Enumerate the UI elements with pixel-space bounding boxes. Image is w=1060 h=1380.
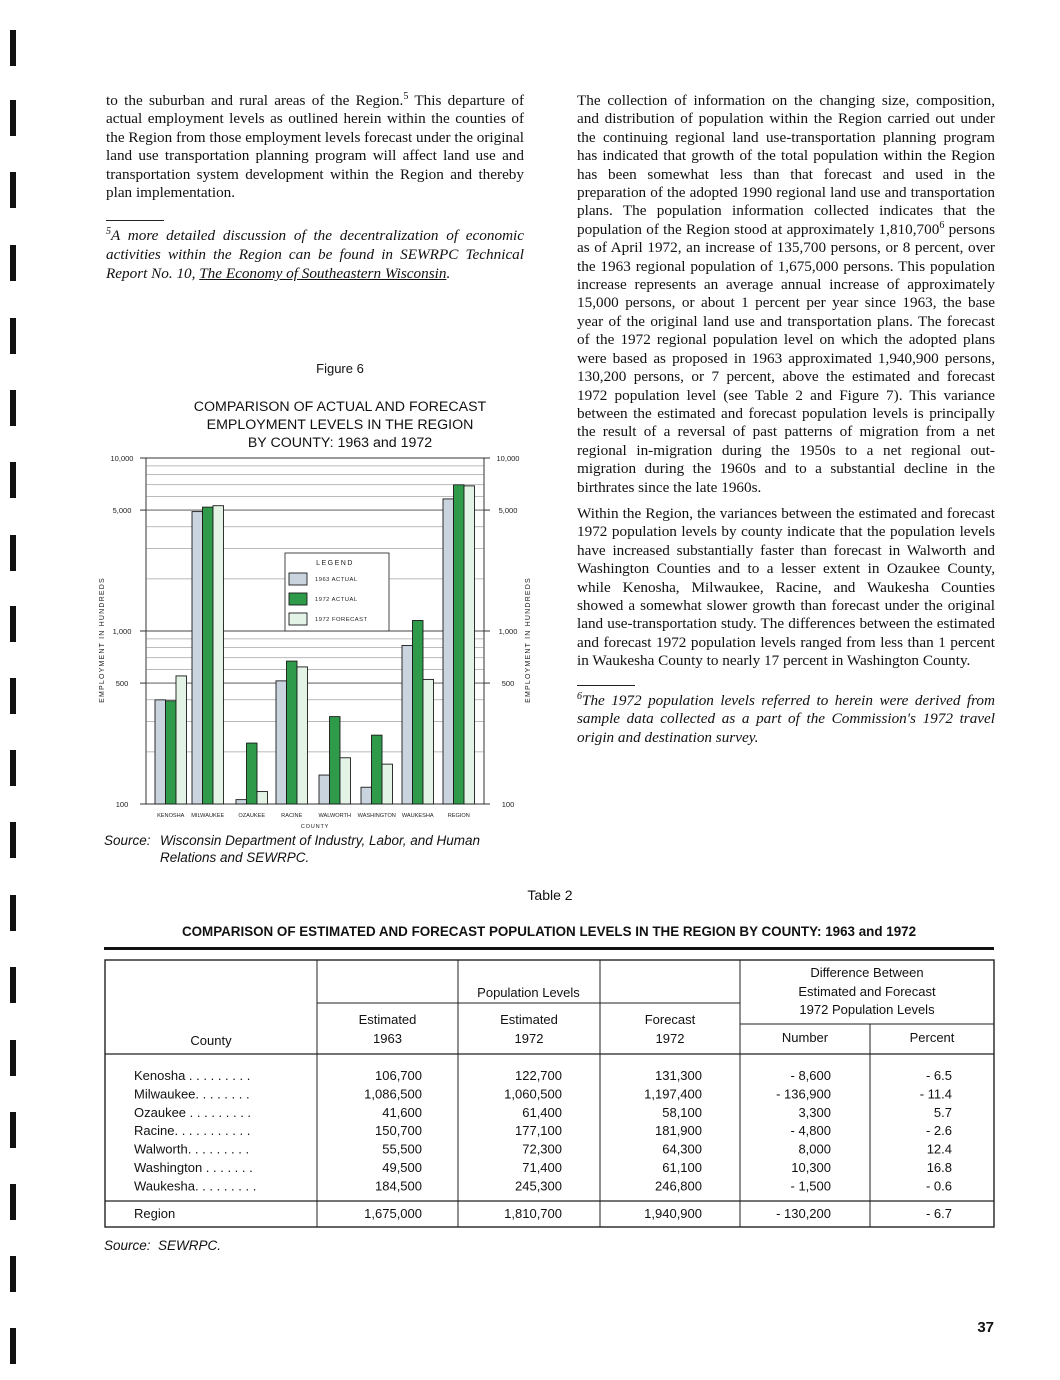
header-estimated-1963: 1963	[373, 1031, 402, 1046]
cell-estimated-1963: 184,500	[375, 1178, 422, 1194]
right-paragraph-2: Within the Region, the variances between the estimated and forecast 1972 population levels by county indicate that the population levels have increased substantially faster than forecast in Walworth and Washington Counties and to a lesser extent in Ozaukee County, while Kenosha, Milwaukee, Racine, and Waukesha Counties showed a somewhat slower growth than forecast under the original land use-transportation study. The differences between the estimated and forecast 1972 population levels ranged from less than 1 percent in Waukesha County to nearly 17 percent in Washington County.	[577, 504, 995, 670]
legend-label: 1963 ACTUAL	[315, 577, 358, 583]
table-title: COMPARISON OF ESTIMATED AND FORECAST POPULATION LEVELS IN THE REGION BY COUNTY: 1963 and 1972	[181, 924, 917, 939]
cell-number: - 130,200	[776, 1206, 831, 1221]
cell-forecast-1972: 1,197,400	[644, 1086, 702, 1102]
header-forecast-1972: Forecast	[644, 1012, 696, 1027]
cell-number: - 136,900	[776, 1086, 831, 1102]
y-tick-label: 10,000	[110, 454, 134, 463]
source-label: Source:	[104, 1238, 151, 1253]
right-paragraph-1-text: The collection of information on the changing size, composition, and distribution of population within the Region carried out under the continuing regional land use-transportation planning program has indicated that growth of the total population within the Region has been somewhat less than that forecast and used in the preparation of the adopted 1990 regional land use and transportation plans. The population information collected indicates that the population of the Region stood at approximately 1,810,700	[577, 92, 995, 238]
cell-county: Ozaukee . . . . . . . . .	[134, 1104, 252, 1120]
cell-county: Walworth. . . . . . . . .	[134, 1141, 250, 1157]
cell-forecast-1972: 181,900	[655, 1123, 702, 1139]
x-tick-label: WASHINGTON	[357, 813, 396, 819]
header-estimated-1972: 1972	[514, 1031, 544, 1046]
cell-estimated-1972: 71,400	[522, 1160, 562, 1175]
table-row	[134, 1086, 952, 1101]
header-difference: Difference Between	[810, 965, 924, 980]
cell-estimated-1963: 1,086,500	[364, 1086, 422, 1102]
cell-county: Milwaukee. . . . . . . .	[134, 1086, 250, 1102]
cell-estimated-1972: 1,810,700	[504, 1206, 562, 1221]
cell-percent: - 6.5	[925, 1068, 952, 1083]
header-percent: Percent	[909, 1030, 955, 1045]
header-number: Number	[781, 1030, 829, 1045]
cell-county: Racine. . . . . . . . . . .	[134, 1123, 251, 1139]
cell-number: - 1,500	[790, 1178, 831, 1194]
source-label: Source:	[104, 833, 151, 848]
cell-estimated-1963: 150,700	[375, 1123, 422, 1139]
x-axis-title: COUNTY	[300, 824, 330, 830]
cell-estimated-1963: 41,600	[382, 1104, 422, 1120]
page-number: 37	[977, 1319, 994, 1336]
cell-percent: 12.4	[926, 1141, 952, 1157]
left-paragraph-text: to the suburban and rural areas of the Region.	[106, 92, 404, 109]
cell-percent: - 11.4	[919, 1086, 952, 1102]
cell-percent: 16.8	[926, 1160, 952, 1175]
y-tick-label: 10,000	[496, 454, 520, 463]
header-county: County	[190, 1033, 232, 1048]
footnote-end: .	[446, 264, 451, 282]
header-difference: 1972 Population Levels	[799, 1002, 935, 1017]
cell-estimated-1972: 245,300	[515, 1178, 562, 1194]
cell-percent: - 2.6	[925, 1123, 952, 1139]
table-source	[104, 1238, 221, 1253]
header-forecast-1972: 1972	[655, 1031, 685, 1046]
table-row	[134, 1105, 952, 1120]
footnote-ref: 5	[403, 90, 409, 102]
right-paragraph-1-text-cont: persons as of April 1972, an increase of 135,700 persons, or 8 percent, over the 1963 regional population of 1,675,000 persons. This population increase represents an average annual increase of approximately 15,000 persons, or about 1 percent per year since 1963, the base year of the original land use and transportation plans. The forecast of the 1972 regional population level on which the adopted plans were based as proposed in 1963 approximated 1,940,900 persons, 130,200 persons, or 7 percent, above the estimated and forecast 1972 population level (see Table 2 and Figure 7). This variance between the estimated and forecast population levels is principally the result of a reversal of past patterns of migration from a net regional in-migration during the 1950s to a net regional out-migration during the 1960s and to a substantial decline in the birthrates since the late 1960s.	[577, 220, 995, 496]
cell-forecast-1972: 61,100	[662, 1160, 702, 1175]
footnote-number: 6	[577, 690, 582, 702]
y-tick-label: 100	[501, 800, 515, 809]
cell-estimated-1972: 177,100	[515, 1123, 562, 1139]
table-total-row	[134, 1206, 952, 1221]
x-tick-label: MILWAUKEE	[191, 813, 225, 819]
cell-estimated-1972: 61,400	[522, 1104, 562, 1120]
cell-percent: - 6.7	[925, 1206, 952, 1221]
y-tick-label: 1,000	[498, 627, 518, 636]
cell-county: Region	[134, 1206, 176, 1221]
source-text: Wisconsin Department of Industry, Labor, and Human Relations and SEWRPC.	[160, 833, 481, 865]
table-label: Table 2	[527, 887, 573, 903]
cell-estimated-1963: 1,675,000	[364, 1206, 422, 1221]
figure-title-line: EMPLOYMENT LEVELS IN THE REGION	[206, 417, 474, 433]
cell-percent: - 0.6	[925, 1178, 952, 1194]
header-population-levels: Population Levels	[477, 985, 580, 1000]
cell-number: - 4,800	[790, 1123, 831, 1139]
header-estimated-1963: Estimated	[358, 1012, 417, 1027]
table-row	[134, 1142, 952, 1157]
y-axis-title: EMPLOYMENT IN HUNDREDS	[99, 577, 106, 703]
cell-estimated-1972: 72,300	[522, 1141, 562, 1157]
legend-label: 1972 ACTUAL	[315, 597, 358, 603]
footnote-ref: 6	[939, 219, 945, 231]
x-tick-label: WALWORTH	[318, 813, 352, 819]
cell-number: - 8,600	[790, 1068, 831, 1083]
x-tick-label: OZAUKEE	[238, 813, 266, 819]
legend-title: LEGEND	[316, 560, 354, 567]
x-tick-label: WAUKESHA	[401, 813, 434, 819]
cell-forecast-1972: 64,300	[662, 1141, 702, 1157]
cell-estimated-1963: 49,500	[382, 1160, 422, 1175]
footnote-title: The Economy of Southeastern Wisconsin	[199, 264, 447, 282]
cell-estimated-1963: 106,700	[375, 1068, 422, 1083]
table-row	[134, 1178, 952, 1193]
cell-number: 3,300	[798, 1104, 831, 1120]
source-text: SEWRPC.	[158, 1238, 222, 1253]
y-tick-label: 5,000	[498, 506, 518, 516]
footnote-number: 5	[106, 226, 111, 238]
figure-title-line: BY COUNTY: 1963 and 1972	[247, 435, 433, 451]
y-tick-label: 1,000	[112, 627, 132, 636]
cell-county: Washington . . . . . . .	[134, 1160, 253, 1175]
cell-forecast-1972: 246,800	[655, 1178, 702, 1194]
cell-county: Waukesha. . . . . . . . .	[134, 1178, 257, 1194]
x-tick-label: RACINE	[281, 813, 303, 819]
cell-estimated-1972: 122,700	[515, 1068, 562, 1083]
footnote-text: The 1972 population levels referred to herein were derived from sample data collected as a part of the Commission's 1972 travel origin and destination survey.	[577, 691, 995, 746]
cell-forecast-1972: 131,300	[655, 1068, 702, 1083]
y-axis-title: EMPLOYMENT IN HUNDREDS	[525, 577, 532, 703]
cell-county: Kenosha . . . . . . . . .	[134, 1068, 251, 1083]
header-difference: Estimated and Forecast	[798, 984, 936, 999]
table-row	[134, 1123, 952, 1138]
left-paragraph-text-cont: This departure of actual employment levels as outlined herein within the counties of the Region from those employment levels forecast under the original land use transportation planning program will affect land use and transportation system development within the Region and thereby plan implementation.	[106, 92, 525, 202]
cell-estimated-1972: 1,060,500	[504, 1086, 562, 1102]
figure-title-line: COMPARISON OF ACTUAL AND FORECAST	[193, 399, 487, 415]
cell-number: 10,300	[791, 1160, 831, 1175]
x-tick-label: KENOSHA	[157, 813, 185, 819]
cell-estimated-1963: 55,500	[382, 1141, 422, 1157]
header-estimated-1972: Estimated	[500, 1012, 558, 1027]
figure-label: Figure 6	[316, 361, 364, 376]
legend-label: 1972 FORECAST	[315, 617, 368, 623]
x-tick-label: REGION	[447, 813, 470, 819]
footnote-text: A more detailed discussion of the decentralization of economic activities within the Region can be found in SEWRPC Technical Report No. 10,	[106, 227, 524, 282]
table-row	[134, 1160, 952, 1175]
table-row	[134, 1068, 952, 1083]
y-tick-label: 500	[115, 679, 129, 689]
y-tick-label: 500	[501, 679, 515, 689]
cell-number: 8,000	[798, 1141, 831, 1157]
y-tick-label: 5,000	[112, 506, 132, 516]
cell-forecast-1972: 58,100	[662, 1104, 702, 1120]
cell-forecast-1972: 1,940,900	[644, 1206, 702, 1221]
cell-percent: 5.7	[933, 1104, 952, 1120]
y-tick-label: 100	[115, 800, 129, 809]
